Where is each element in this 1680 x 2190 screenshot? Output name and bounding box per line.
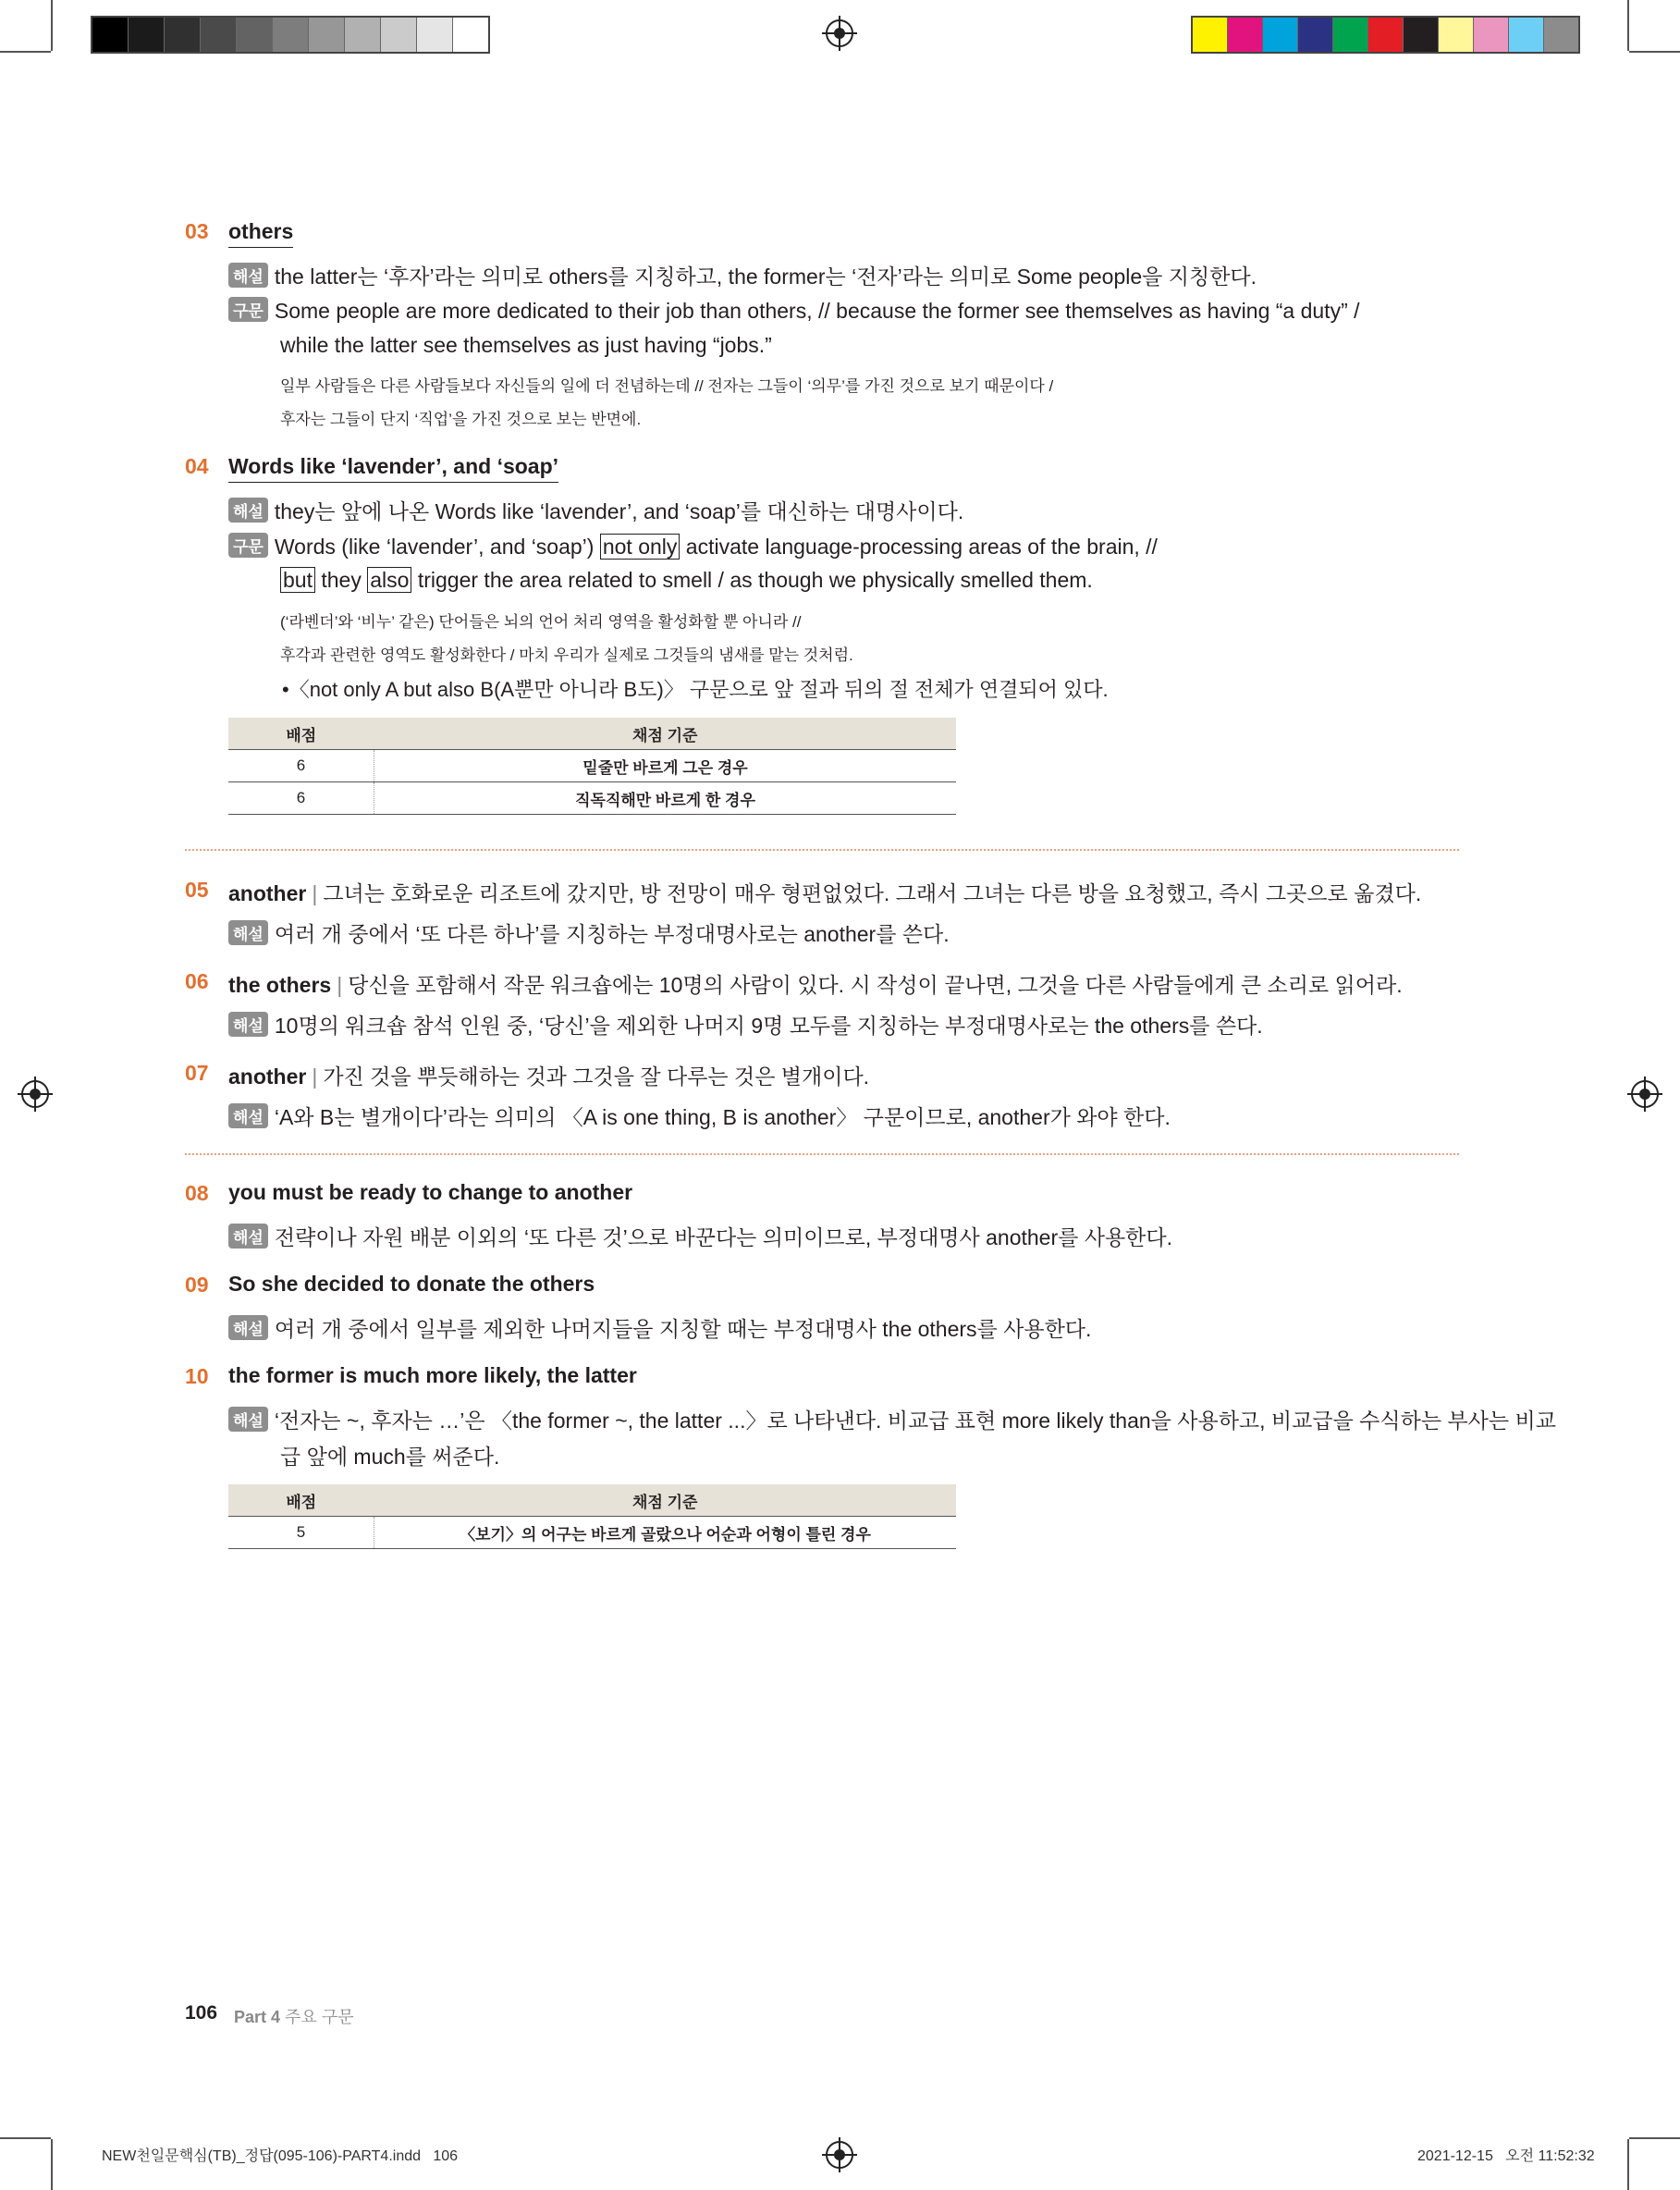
explanation-line bbox=[228, 1101, 1171, 1131]
explanation-line bbox=[228, 260, 1257, 290]
page-number: 106 bbox=[185, 2002, 218, 2024]
color-swatch bbox=[1193, 18, 1228, 52]
registration-mark-icon bbox=[1631, 1080, 1659, 1108]
crop-mark bbox=[0, 51, 51, 53]
structure-line bbox=[228, 297, 1360, 324]
question-number: 05 bbox=[185, 878, 209, 902]
answer-line: the others | 당신을 포함해서 작문 워크숍에는 10명의 사람이 있다. 시 작성이 끝나면, 그것을 다른 사람들에게 큰 소리로 읽어라. bbox=[228, 973, 1403, 997]
explanation-text: the latter는 ‘후자’라는 의미로 others를 지칭하고, the former는 ‘전자’라는 의미로 Some people을 지칭한다. bbox=[274, 265, 1257, 289]
score-cell: 5 bbox=[228, 1517, 374, 1549]
color-swatch bbox=[453, 18, 488, 52]
explanation-line bbox=[228, 1009, 1263, 1040]
haeseol-tag: 해설 bbox=[228, 498, 268, 523]
color-swatch bbox=[129, 18, 165, 52]
boxed-phrase: but bbox=[280, 567, 315, 593]
translation-text: 가진 것을 뿌듯해하는 것과 그것을 잘 다루는 것은 별개이다. bbox=[323, 1064, 870, 1089]
answer-text: So she decided to donate the others bbox=[228, 1272, 595, 1296]
korean-translation: 후자는 그들이 단지 ‘직업’을 가진 것으로 보는 반면에. bbox=[280, 411, 642, 428]
color-swatch bbox=[273, 18, 309, 52]
part-label: Part 4 bbox=[234, 2008, 281, 2026]
color-swatch bbox=[1333, 18, 1368, 52]
explanation-text: ‘A와 B는 별개이다’라는 의미의 〈A is one thing, B is another〉 구문이므로, another가 와야 한다. bbox=[274, 1105, 1171, 1129]
structure-text: activate language-processing areas of the brain, // bbox=[685, 535, 1158, 559]
translation-text: 그녀는 호화로운 리조트에 갔지만, 방 전망이 매우 형편없었다. 그래서 그녀는 다른 방을 요청했고, 즉시 그곳으로 옮겼다. bbox=[323, 881, 1422, 905]
haeseol-tag: 해설 bbox=[228, 1103, 268, 1128]
haeseol-tag: 해설 bbox=[228, 1012, 268, 1037]
explanation-text: ‘전자는 ~, 후자는 …’은 〈the former ~, the latter ...〉로 나타낸다. 비교급 표현 more likely than을 사용하고, 비교급을 수식하는 부사는 비교 bbox=[274, 1409, 1556, 1433]
crop-mark bbox=[0, 2137, 51, 2139]
score-cell: 6 bbox=[228, 782, 374, 815]
color-swatch bbox=[1404, 18, 1439, 52]
boxed-phrase: not only bbox=[600, 534, 681, 560]
criteria-cell: 직독직해만 바르게 한 경우 bbox=[374, 782, 957, 815]
korean-translation: (‘라벤더’와 ‘비누’ 같은) 단어들은 뇌의 언어 처리 영역을 활성화할 뿐 아니라 // bbox=[280, 613, 802, 631]
explanation-line bbox=[228, 495, 963, 525]
translation-text: 당신을 포함해서 작문 워크숍에는 10명의 사람이 있다. 시 작성이 끝나면, 그것을 다른 사람들에게 큰 소리로 읽어라. bbox=[348, 973, 1403, 997]
criteria-cell: 밑줄만 바르게 그은 경우 bbox=[374, 750, 957, 782]
answer-line: another | 가진 것을 뿌듯해하는 것과 그것을 잘 다루는 것은 별개이다. bbox=[228, 1064, 870, 1089]
color-swatch bbox=[165, 18, 201, 52]
criteria-cell: 〈보기〉의 어구는 바르게 골랐으나 어순과 어형이 틀린 경우 bbox=[374, 1517, 957, 1549]
print-slug-date: 2021-12-15 오전 11:52:32 bbox=[1417, 2148, 1595, 2164]
question-number: 04 bbox=[185, 454, 209, 478]
section-divider bbox=[185, 849, 1459, 851]
color-swatch bbox=[1509, 18, 1544, 52]
haeseol-tag: 해설 bbox=[228, 1407, 268, 1432]
explanation-line bbox=[228, 1312, 1091, 1343]
print-slug-file: NEW천일문핵심(TB)_정답(095-106)-PART4.indd 106 bbox=[102, 2148, 459, 2164]
haeseol-tag: 해설 bbox=[228, 1224, 268, 1249]
answer-text: Words like ‘lavender’, and ‘soap’ bbox=[228, 454, 558, 483]
color-swatch bbox=[1474, 18, 1509, 52]
explanation-text: 전략이나 자원 배분 이외의 ‘또 다른 것’으로 바꾼다는 의미이므로, 부정대명사 another를 사용한다. bbox=[274, 1225, 1173, 1249]
crop-mark bbox=[1629, 51, 1680, 53]
question-number: 08 bbox=[185, 1181, 209, 1205]
crop-mark bbox=[1629, 2137, 1680, 2139]
question-number: 06 bbox=[185, 969, 209, 993]
haeseol-tag: 해설 bbox=[228, 920, 268, 945]
haeseol-tag: 해설 bbox=[228, 263, 268, 288]
color-swatch bbox=[1298, 18, 1333, 52]
part-title: 주요 구문 bbox=[285, 2008, 354, 2026]
color-swatch bbox=[345, 18, 381, 52]
table-row bbox=[228, 750, 956, 782]
color-swatch bbox=[92, 18, 129, 52]
scoring-table bbox=[228, 718, 956, 815]
explanation-text: 여러 개 중에서 일부를 제외한 나머지들을 지칭할 때는 부정대명사 the others를 사용한다. bbox=[274, 1317, 1092, 1341]
color-swatch bbox=[1368, 18, 1404, 52]
explanation-text: they는 앞에 나온 Words like ‘lavender’, and ‘soap’를 대신하는 대명사이다. bbox=[274, 499, 964, 523]
scoring-table bbox=[228, 1484, 956, 1549]
running-footer bbox=[234, 2004, 354, 2028]
table-header-score: 배점 bbox=[228, 1484, 374, 1517]
explanation-line bbox=[228, 1404, 1556, 1434]
color-swatch bbox=[201, 18, 237, 52]
answer-text: another bbox=[228, 881, 307, 905]
gumun-tag: 구문 bbox=[228, 297, 268, 322]
process-color-bar bbox=[1191, 16, 1580, 54]
table-header-criteria: 채점 기준 bbox=[374, 718, 957, 750]
color-swatch bbox=[381, 18, 417, 52]
table-row bbox=[228, 782, 956, 815]
crop-mark bbox=[1627, 0, 1629, 51]
structure-text-continued: while the latter see themselves as just having “jobs.” bbox=[280, 333, 772, 357]
structure-text: trigger the area related to smell / as though we physically smelled them. bbox=[417, 568, 1093, 592]
boxed-phrase: also bbox=[367, 567, 411, 593]
gumun-tag: 구문 bbox=[228, 533, 268, 558]
grayscale-color-bar bbox=[91, 16, 490, 54]
section-divider bbox=[185, 1153, 1459, 1155]
structure-line bbox=[228, 533, 1158, 560]
table-header-score: 배점 bbox=[228, 718, 374, 750]
structure-text: Some people are more dedicated to their job than others, // because the former see themselves as having “a duty” / bbox=[274, 299, 1360, 323]
color-swatch bbox=[1228, 18, 1263, 52]
explanation-line bbox=[228, 917, 950, 948]
structure-text: they bbox=[321, 568, 362, 592]
answer-line: another | 그녀는 호화로운 리조트에 갔지만, 방 전망이 매우 형편없었다. 그래서 그녀는 다른 방을 요청했고, 즉시 그곳으로 옮겼다. bbox=[228, 881, 1422, 905]
korean-translation: 일부 사람들은 다른 사람들보다 자신들의 일에 더 전념하는데 // 전자는 그들이 ‘의무’를 가진 것으로 보기 때문이다 / bbox=[280, 377, 1054, 395]
color-swatch bbox=[1439, 18, 1474, 52]
answer-text: another bbox=[228, 1064, 307, 1089]
registration-mark-icon bbox=[21, 1080, 49, 1108]
question-number: 03 bbox=[185, 219, 209, 243]
answer-text: the others bbox=[228, 973, 332, 997]
explanation-text-continued: 급 앞에 much를 써준다. bbox=[280, 1445, 500, 1469]
table-header-criteria: 채점 기준 bbox=[374, 1484, 957, 1517]
crop-mark bbox=[1627, 2139, 1629, 2190]
korean-translation: 후각과 관련한 영역도 활성화한다 / 마치 우리가 실제로 그것들의 냄새를 맡는 것처럼. bbox=[280, 646, 853, 664]
registration-mark-icon bbox=[826, 2141, 853, 2169]
question-number: 10 bbox=[185, 1364, 209, 1388]
question-number: 09 bbox=[185, 1273, 209, 1297]
structure-text: Words (like ‘lavender’, and ‘soap’) bbox=[274, 535, 595, 559]
answer-text: the former is much more likely, the latter bbox=[228, 1363, 637, 1387]
registration-mark-icon bbox=[826, 19, 853, 47]
color-swatch bbox=[1263, 18, 1298, 52]
explanation-text: 10명의 워크숍 참석 인원 중, ‘당신’을 제외한 나머지 9명 모두를 지칭하는 부정대명사로는 the others를 쓴다. bbox=[274, 1014, 1263, 1038]
question-number: 07 bbox=[185, 1061, 209, 1085]
score-cell: 6 bbox=[228, 750, 374, 782]
explanation-text: 여러 개 중에서 ‘또 다른 하나’를 지칭하는 부정대명사로는 another를 쓴다. bbox=[274, 922, 950, 946]
haeseol-tag: 해설 bbox=[228, 1315, 268, 1340]
structure-text-continued bbox=[280, 568, 1093, 593]
grammar-note: •〈not only A but also B(A뿐만 아니라 B도)〉 구문으로 앞 절과 뒤의 절 전체가 연결되어 있다. bbox=[282, 678, 1109, 701]
color-swatch bbox=[309, 18, 345, 52]
crop-mark bbox=[51, 2139, 53, 2190]
crop-mark bbox=[51, 0, 53, 51]
color-swatch bbox=[237, 18, 273, 52]
answer-text: you must be ready to change to another bbox=[228, 1180, 633, 1204]
answer-text: others bbox=[228, 219, 293, 248]
explanation-line bbox=[228, 1221, 1172, 1251]
table-row bbox=[228, 1517, 956, 1549]
color-swatch bbox=[417, 18, 453, 52]
color-swatch bbox=[1544, 18, 1578, 52]
